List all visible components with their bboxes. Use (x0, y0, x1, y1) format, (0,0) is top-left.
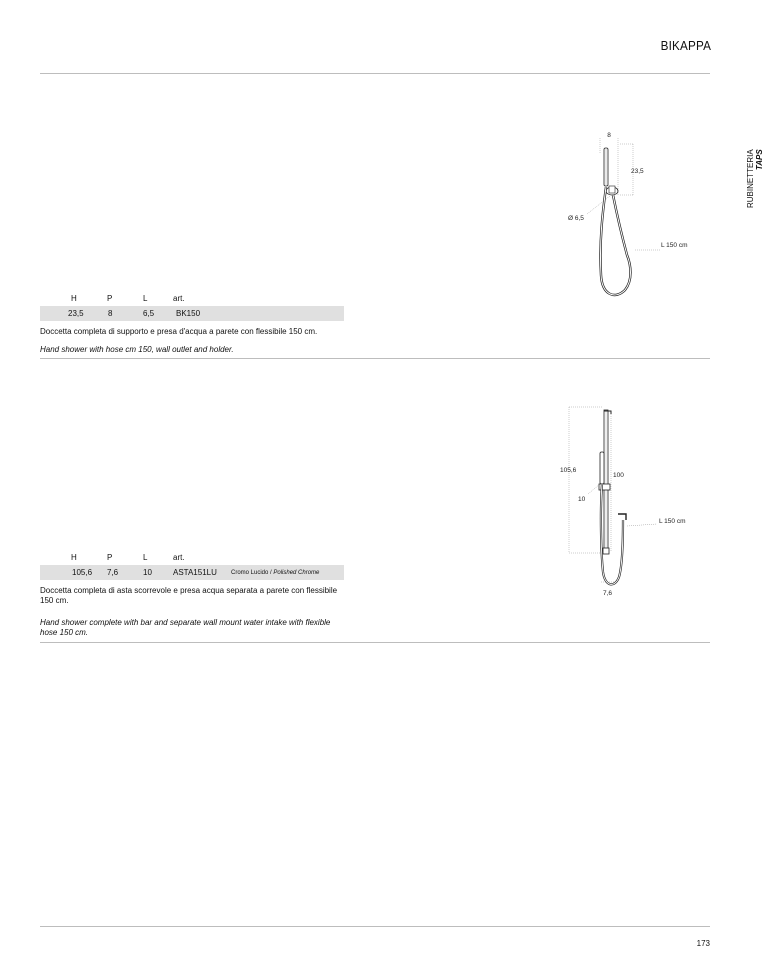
value-p: 8 (108, 309, 113, 318)
footer-divider (40, 926, 710, 927)
header-h: H (71, 553, 77, 562)
header-p: P (107, 294, 113, 303)
value-h: 23,5 (68, 309, 84, 318)
spec-header-row (40, 550, 344, 565)
header-l: L (143, 294, 148, 303)
category-label-en: TAPS (755, 149, 764, 171)
p1-dim-width: 8 (607, 132, 611, 139)
value-l: 6,5 (143, 309, 155, 318)
product-1-desc-en: Hand shower with hose cm 150, wall outlet and holder. (40, 345, 234, 354)
p2-dim-total: 105,6 (560, 467, 577, 474)
product-2-drawing (555, 402, 705, 602)
value-art: ASTA151LU (173, 568, 217, 577)
header-h: H (71, 294, 77, 303)
spec-value-row (40, 565, 344, 580)
category-label-it: RUBINETTERIA (746, 149, 755, 208)
value-finish: Cromo Lucido / Polished Chrome (231, 570, 320, 576)
value-art: BK150 (176, 309, 201, 318)
header-p: P (107, 553, 113, 562)
header-l: L (143, 553, 148, 562)
product-2-spec-table (40, 550, 344, 580)
p2-dim-hose: L 150 cm (659, 518, 686, 525)
section-divider (40, 358, 710, 359)
header-art: art. (173, 553, 185, 562)
page-number: 173 (696, 939, 710, 948)
product-1-drawing (555, 130, 705, 305)
section-divider (40, 642, 710, 643)
header-divider (40, 73, 710, 74)
p1-dim-height: 23,5 (631, 168, 644, 175)
p2-dim-bar: 100 (613, 472, 624, 479)
product-2-desc-it: Doccetta completa di asta scorrevole e presa acqua separata a parete con flessibile 150 cm. (40, 586, 338, 605)
brand-title: BIKAPPA (660, 38, 711, 53)
product-1-spec-table (40, 291, 344, 321)
p2-dim-offset: 10 (578, 496, 586, 503)
p2-dim-depth: 7,6 (603, 590, 613, 597)
value-p: 7,6 (107, 568, 119, 577)
spec-value-row (40, 306, 344, 321)
product-2-desc-en: Hand shower complete with bar and separate wall mount water intake with flexible hose 150 cm. (40, 618, 331, 637)
p1-dim-diameter: Ø 6,5 (568, 215, 584, 222)
header-art: art. (173, 294, 185, 303)
p1-dim-hose: L 150 cm (661, 242, 688, 249)
value-h: 105,6 (72, 568, 93, 577)
product-1-desc-it: Doccetta completa di supporto e presa d'acqua a parete con flessibile 150 cm. (40, 327, 318, 336)
value-l: 10 (143, 568, 152, 577)
spec-header-row (40, 291, 344, 306)
side-category-tab (744, 149, 768, 218)
